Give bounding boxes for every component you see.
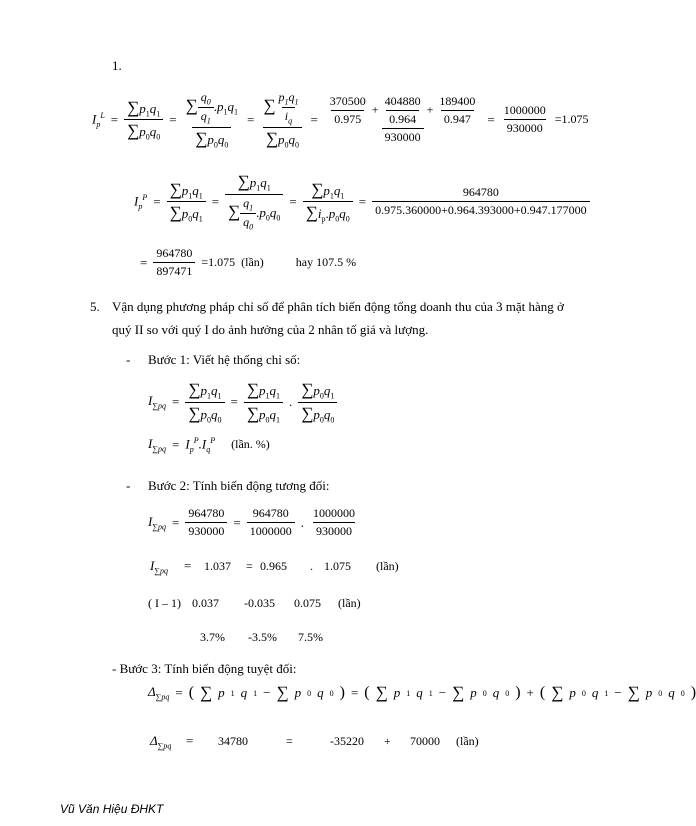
paasche-result: = $\frac{964780}{897471}$ =1.075 (lần) hay 107.5 %: [140, 246, 357, 278]
percent-value: -3.5%: [248, 630, 277, 644]
formula-index-system: $I_{\sum pq}$ = $\frac{\sum p_1q_1}{\sum p_0q_0}$ = $\frac{\sum p_1q_1}{\sum p_0q_1}$ . $\sum p_0q_1$ $\sum p_0q_0$: [148, 380, 337, 424]
bullet: -: [126, 352, 131, 367]
fraction-numeric: $\frac{964780}{0.975.360000+0.964.393000+0.947.177000}$: [372, 185, 590, 218]
delta-value: 0.075: [294, 596, 321, 610]
delta-value: 0.037: [192, 596, 219, 610]
delta-row-label: ( I – 1): [148, 596, 181, 610]
relative-values-row: $I_{\sum pq}$ = 1.037 = 0.965 . 1.075 (lần): [150, 558, 399, 576]
symbol-i-p: $I_p^P$: [134, 192, 148, 211]
fraction: ∑ $\frac{p_1q_1}{i_q}$ $\sum p_0q_0$: [260, 90, 304, 149]
fraction: $\frac{\sum p_1q_1}{\sum i_p.p_0q_0}$: [303, 180, 353, 224]
fraction-simple: $\frac{1000000}{930000}$: [503, 103, 546, 136]
percent-value: 7.5%: [298, 630, 323, 644]
bullet: -: [126, 478, 131, 493]
page-footer: Vũ Văn Hiệu ĐHKT: [60, 802, 164, 816]
delta-unit: (lần): [338, 596, 361, 610]
fraction-simple: $\frac{964780}{897471}$: [153, 246, 195, 279]
section-text-line2: quý II so với quý I do ảnh hưởng của 2 nhân tố giá và lượng.: [112, 322, 429, 337]
fraction-denominator: 930000: [382, 128, 424, 145]
fraction: $\frac{\sum p_1q_1}{\sum p_0q_0}$: [124, 98, 163, 142]
fraction: $\sum p_1q_1$ ∑ $\frac{q_1}{q_0}$ $.p_0q_0$: [225, 172, 283, 231]
formula-relative: $I_{\sum pq}$ = $\frac{964780}{930000}$ = $\frac{964780}{1000000}$ . 1000000 930000: [148, 506, 355, 538]
result: =1.075: [554, 112, 589, 127]
fraction: ∑ $\frac{q_0}{q_1}$ $.p_1q_1$ $\sum p_0q_0$: [185, 90, 238, 150]
percent-text: hay 107.5 %: [295, 255, 357, 269]
delta-value: -0.035: [244, 596, 275, 610]
percent-value: 3.7%: [200, 630, 225, 644]
symbol-i-p: $I_p^L$: [92, 110, 105, 129]
formula-index-product: $I_{\sum pq}$ = $I_p^P.I_q^P$ (lần. %): [148, 436, 270, 454]
formula-laspeyres: $I_p^L$ = $\frac{\sum p_1q_1}{\sum p_0q_0}$ = ∑ $\frac{q_0}{q_1}$ $.p_1q_1$ $\sum p_0q_0$ = ∑ $\frac{p_1q_1}{i_q}$ $\sum p_0q_0$ = $\frac{370500}{0.975}$ + $\frac{404880}{0.964}$ + $\frac{189400}{0.947}$ 930000 = $\frac{1000000}{930000}$ =1.075: [92, 90, 589, 150]
fraction-numeric: $\frac{370500}{0.975}$ + $\frac{404880}{0.964}$ + $\frac{189400}{0.947}$ 930000: [329, 94, 476, 145]
absolute-values-row: $\Delta_{\sum pq}$ = 34780 = -35220 + 70000 (lần): [150, 733, 479, 751]
formula-paasche: $I_p^P$ = $\frac{\sum p_1q_1}{\sum p_0q_1}$ = $\sum p_1q_1$ ∑ $\frac{q_1}{q_0}$ $.p_0q_0$ = $\frac{\sum p_1q_1}{\sum i_p.p_0q_0}$ = $\frac{964780}{0.975.360000+0.964.393000+0.947.177000}$: [134, 172, 590, 231]
step1-label: Bước 1: Viết hệ thống chỉ số:: [148, 352, 301, 367]
fraction: $\frac{\sum p_1q_1}{\sum p_0q_1}$: [167, 180, 206, 224]
formula-absolute: $\Delta_{\sum pq}$ = ( ∑ p 1 q 1 − ∑ p 0 q 0 ) = ( ∑ p 1 q 1 − ∑ p 0 q 0 ) + ( ∑ p 0 q 1 − ∑ p 0 q 0 ): [148, 683, 696, 702]
step3-label: - Bước 3: Tính biến động tuyệt đối:: [112, 661, 297, 676]
section-text-line1: Vận dụng phương pháp chỉ số để phân tích biến động tổng doanh thu của 3 mặt hàng ở: [112, 299, 564, 314]
item-number: 1.: [112, 58, 122, 73]
step2-label: Bước 2: Tính biến động tương đối:: [148, 478, 330, 493]
section-number: 5.: [90, 299, 100, 314]
